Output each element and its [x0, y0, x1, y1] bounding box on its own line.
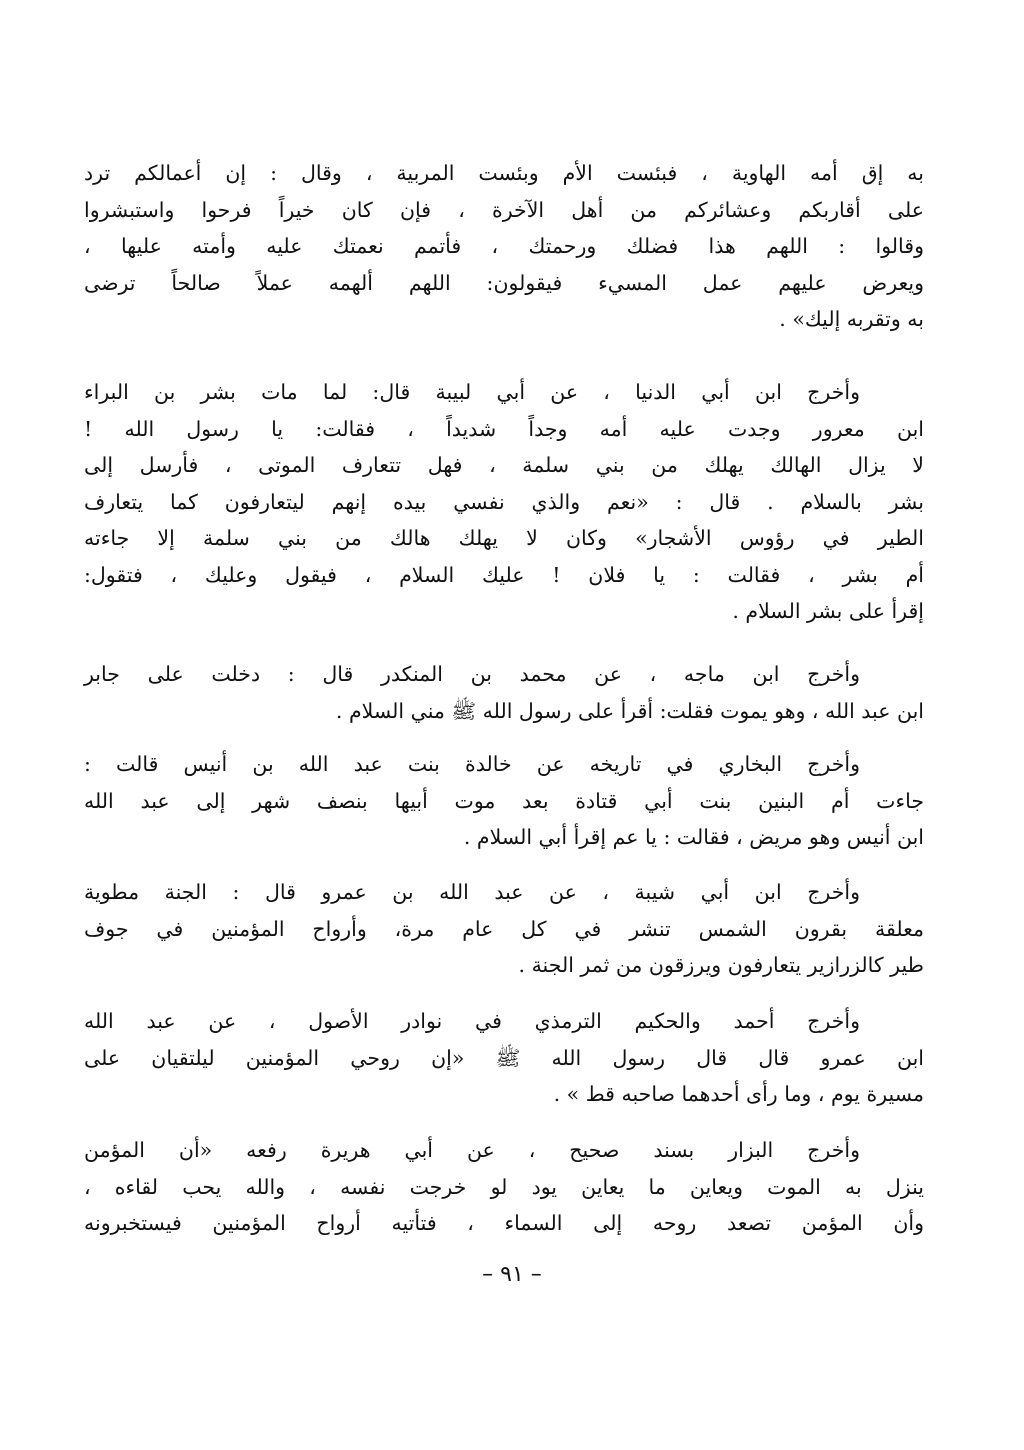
- text-line: ينزل به الموت ويعاين ما يعاين يود لو خرجت نفسه ، والله يحب لقاءه ،: [84, 1174, 924, 1199]
- text-line: أم بشر ، فقالت : يا فلان ! عليك السلام ، فيقول وعليك ، فتقول:: [84, 562, 924, 587]
- text-line: معلقة بقرون الشمس تنشر في كل عام مرة، وأرواح المؤمنين في جوف: [84, 916, 924, 941]
- text-line: بشر بالسلام . قال : «نعم والذي نفسي بيده إنهم ليتعارفون كما يتعارف: [84, 489, 924, 514]
- text-line: وأن المؤمن تصعد روحه إلى السماء ، فتأتيه أرواح المؤمنين فيستخبرونه: [84, 1211, 924, 1235]
- paragraph-5: [84, 874, 924, 984]
- paragraph-2: [84, 374, 924, 630]
- text-line: مسيرة يوم ، وما رأى أحدهما صاحبه قط » .: [553, 1082, 924, 1106]
- paragraph-3: [84, 656, 924, 729]
- text-line: ويعرض عليهم عمل المسيء فيقولون: اللهم ألهمه عملاً صالحاً ترضى: [84, 270, 924, 295]
- text-line: وقالوا : اللهم هذا فضلك ورحمتك ، فأتمم نعمتك عليه وأمته عليها ،: [84, 234, 924, 258]
- text-line: وأخرج ابن أبي شيبة ، عن عبد الله بن عمرو قال : الجنة مطوية: [84, 880, 860, 904]
- paragraph-4: [84, 746, 924, 856]
- paragraph-7: [84, 1132, 924, 1242]
- text-line: به إق أمه الهاوية ، فبئست الأم وبئست المربية ، وقال : إن أعمالكم ترد: [84, 161, 924, 185]
- text-line: ابن عمرو قال قال رسول الله ﷺ «إن روحي المؤمنين ليلتقيان على: [84, 1045, 924, 1070]
- text-line: على أقاربكم وعشائركم من أهل الآخرة ، فإن كان خيراً فرحوا واستبشروا: [84, 197, 924, 222]
- text-line: ابن أنيس وهو مريض ، فقالت : يا عم إقرأ أبي السلام .: [463, 825, 924, 849]
- text-line: لا يزال الهالك يهلك من بني سلمة ، فهل تتعارف الموتى ، فأرسل إلى: [84, 453, 924, 477]
- text-line: به وتقربه إليك» .: [779, 307, 924, 331]
- paragraph-1: [84, 155, 924, 338]
- text-line: وأخرج ابن ماجه ، عن محمد بن المنكدر قال : دخلت على جابر: [84, 662, 860, 686]
- text-line: طير كالزرازير يتعارفون ويرزقون من ثمر الجنة .: [518, 953, 924, 977]
- page-number: – ٩١ –: [482, 1262, 542, 1287]
- text-line: وأخرج ابن أبي الدنيا ، عن أبي لبيبة قال: لما مات بشر بن البراء: [84, 380, 860, 404]
- text-line: الطير في رؤوس الأشجار» وكان لا يهلك هالك من بني سلمة إلا جاءته: [84, 526, 924, 550]
- text-line: جاءت أم البنين بنت أبي قتادة بعد موت أبيها بنصف شهر إلى عبد الله: [84, 788, 924, 813]
- text-line: ابن معرور وجدت عليه أمه وجداً شديداً ، فقالت: يا رسول الله !: [84, 416, 924, 441]
- text-line: إقرأ على بشر السلام .: [732, 599, 924, 623]
- text-line: وأخرج البخاري في تاريخه عن خالدة بنت عبد الله بن أنيس قالت :: [84, 752, 860, 776]
- text-line: وأخرج البزار بسند صحيح ، عن أبي هريرة رفعه «أن المؤمن: [84, 1138, 860, 1162]
- text-line: ابن عبد الله ، وهو يموت فقلت: أقرأ على رسول الله ﷺ مني السلام .: [335, 698, 924, 723]
- paragraph-6: [84, 1003, 924, 1113]
- text-line: وأخرج أحمد والحكيم الترمذي في نوادر الأصول ، عن عبد الله: [84, 1009, 860, 1033]
